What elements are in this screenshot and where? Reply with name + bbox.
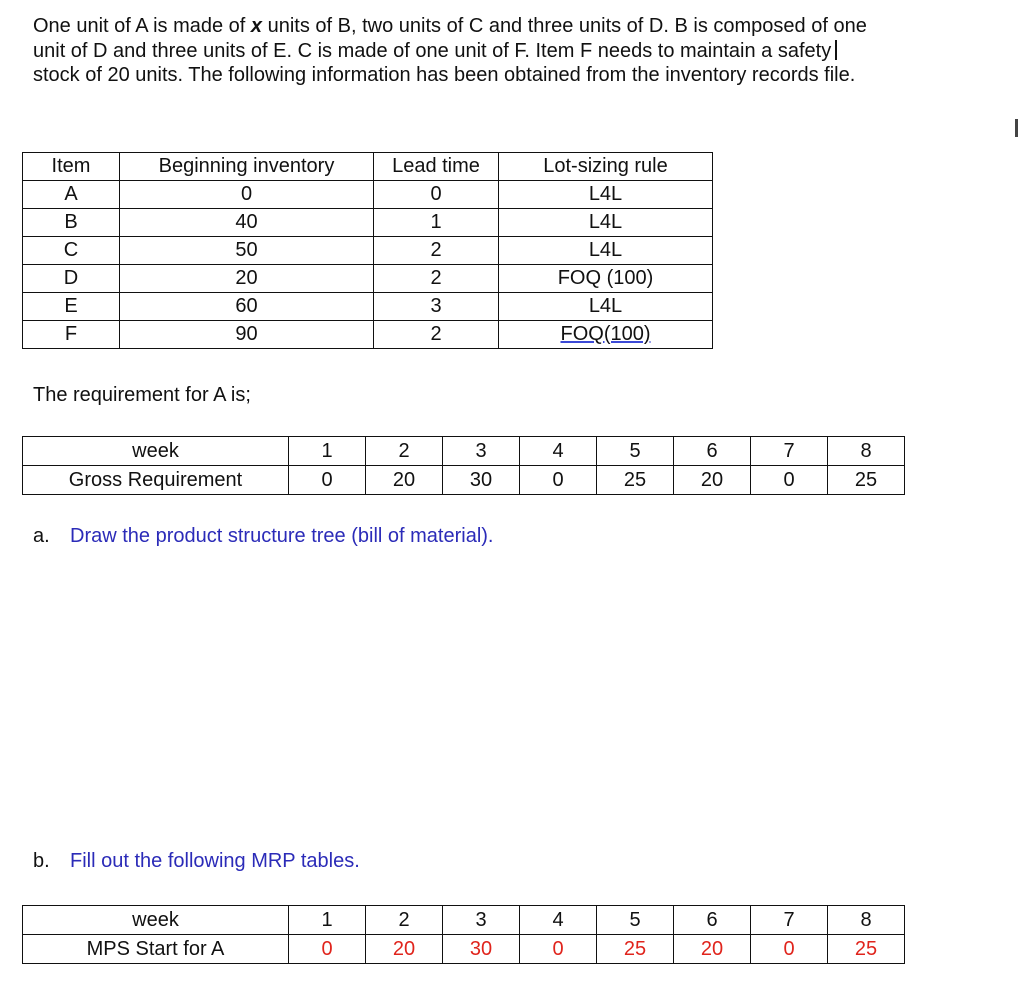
week-cell: 1	[289, 906, 366, 935]
problem-statement	[33, 14, 1023, 88]
row-label: week	[23, 437, 289, 466]
value-cell: 20	[366, 466, 443, 495]
question-b	[33, 850, 360, 873]
week-cell: 5	[597, 906, 674, 935]
value-cell: 20	[674, 935, 751, 964]
value-cell: 0	[520, 935, 597, 964]
mps-table	[22, 905, 905, 964]
row-label: MPS Start for A	[23, 935, 289, 964]
table-cell: L4L	[499, 209, 713, 237]
value-cell: 0	[520, 466, 597, 495]
statement-line-1	[33, 14, 1023, 39]
value-cell: 30	[443, 466, 520, 495]
table-row	[23, 209, 713, 237]
value-cell: 20	[674, 466, 751, 495]
week-cell: 3	[443, 437, 520, 466]
statement-text: unit of D and three units of E. C is made of one unit of F. Item F needs to maintain a safety	[33, 39, 832, 62]
table-cell: 50	[120, 237, 374, 265]
value-cell: 25	[828, 935, 905, 964]
text-cursor	[835, 40, 837, 60]
value-cell: 25	[597, 935, 674, 964]
variable-x: x	[250, 15, 263, 37]
value-cell: 20	[366, 935, 443, 964]
week-row	[23, 906, 905, 935]
week-cell: 8	[828, 437, 905, 466]
table-cell: 40	[120, 209, 374, 237]
week-cell: 7	[751, 437, 828, 466]
table-cell	[499, 321, 713, 349]
table-cell: 60	[120, 293, 374, 321]
question-a	[33, 525, 494, 548]
table-cell: 0	[374, 181, 499, 209]
question-a-label: a.	[33, 525, 50, 547]
value-cell: 0	[289, 466, 366, 495]
row-label: Gross Requirement	[23, 466, 289, 495]
week-row	[23, 437, 905, 466]
table-cell: 0	[120, 181, 374, 209]
statement-line-2	[33, 39, 1023, 64]
value-row	[23, 466, 905, 495]
spellcheck-underlined-text: FOQ(100)	[560, 323, 651, 345]
table-cell: F	[23, 321, 120, 349]
value-cell: 0	[289, 935, 366, 964]
edge-mark	[1015, 119, 1018, 137]
value-cell: 30	[443, 935, 520, 964]
table-cell: 90	[120, 321, 374, 349]
table-cell: 1	[374, 209, 499, 237]
question-b-label: b.	[33, 850, 50, 872]
value-cell: 0	[751, 935, 828, 964]
inventory-header-row	[23, 153, 713, 181]
table-cell: 2	[374, 321, 499, 349]
table-row	[23, 265, 713, 293]
value-cell: 25	[597, 466, 674, 495]
row-label: week	[23, 906, 289, 935]
table-cell: 2	[374, 237, 499, 265]
value-row	[23, 935, 905, 964]
question-a-text: Draw the product structure tree (bill of material).	[70, 525, 494, 547]
week-cell: 5	[597, 437, 674, 466]
table-cell: L4L	[499, 181, 713, 209]
table-cell: A	[23, 181, 120, 209]
week-cell: 8	[828, 906, 905, 935]
week-cell: 7	[751, 906, 828, 935]
question-b-text: Fill out the following MRP tables.	[70, 850, 360, 872]
table-cell: 3	[374, 293, 499, 321]
table-cell: 20	[120, 265, 374, 293]
value-cell: 25	[828, 466, 905, 495]
column-header: Item	[23, 153, 120, 181]
column-header: Beginning inventory	[120, 153, 374, 181]
statement-text: units of B, two units of C and three units of D. B is composed of one	[262, 15, 867, 37]
table-row	[23, 293, 713, 321]
gross-requirement-table	[22, 436, 905, 495]
table-row	[23, 237, 713, 265]
week-cell: 4	[520, 437, 597, 466]
statement-text: One unit of A is made of	[33, 15, 251, 37]
table-cell: L4L	[499, 237, 713, 265]
week-cell: 6	[674, 437, 751, 466]
value-cell: 0	[751, 466, 828, 495]
table-cell: B	[23, 209, 120, 237]
table-cell: L4L	[499, 293, 713, 321]
week-cell: 1	[289, 437, 366, 466]
week-cell: 4	[520, 906, 597, 935]
table-cell: 2	[374, 265, 499, 293]
week-cell: 6	[674, 906, 751, 935]
table-cell: D	[23, 265, 120, 293]
week-cell: 2	[366, 437, 443, 466]
column-header: Lead time	[374, 153, 499, 181]
table-row	[23, 181, 713, 209]
table-row	[23, 321, 713, 349]
requirement-label: The requirement for A is;	[33, 384, 251, 406]
week-cell: 2	[366, 906, 443, 935]
table-cell: C	[23, 237, 120, 265]
table-cell: E	[23, 293, 120, 321]
week-cell: 3	[443, 906, 520, 935]
column-header: Lot-sizing rule	[499, 153, 713, 181]
table-cell: FOQ (100)	[499, 265, 713, 293]
inventory-table	[22, 152, 713, 349]
statement-line-3: stock of 20 units. The following information has been obtained from the inventory records file.	[33, 64, 856, 86]
